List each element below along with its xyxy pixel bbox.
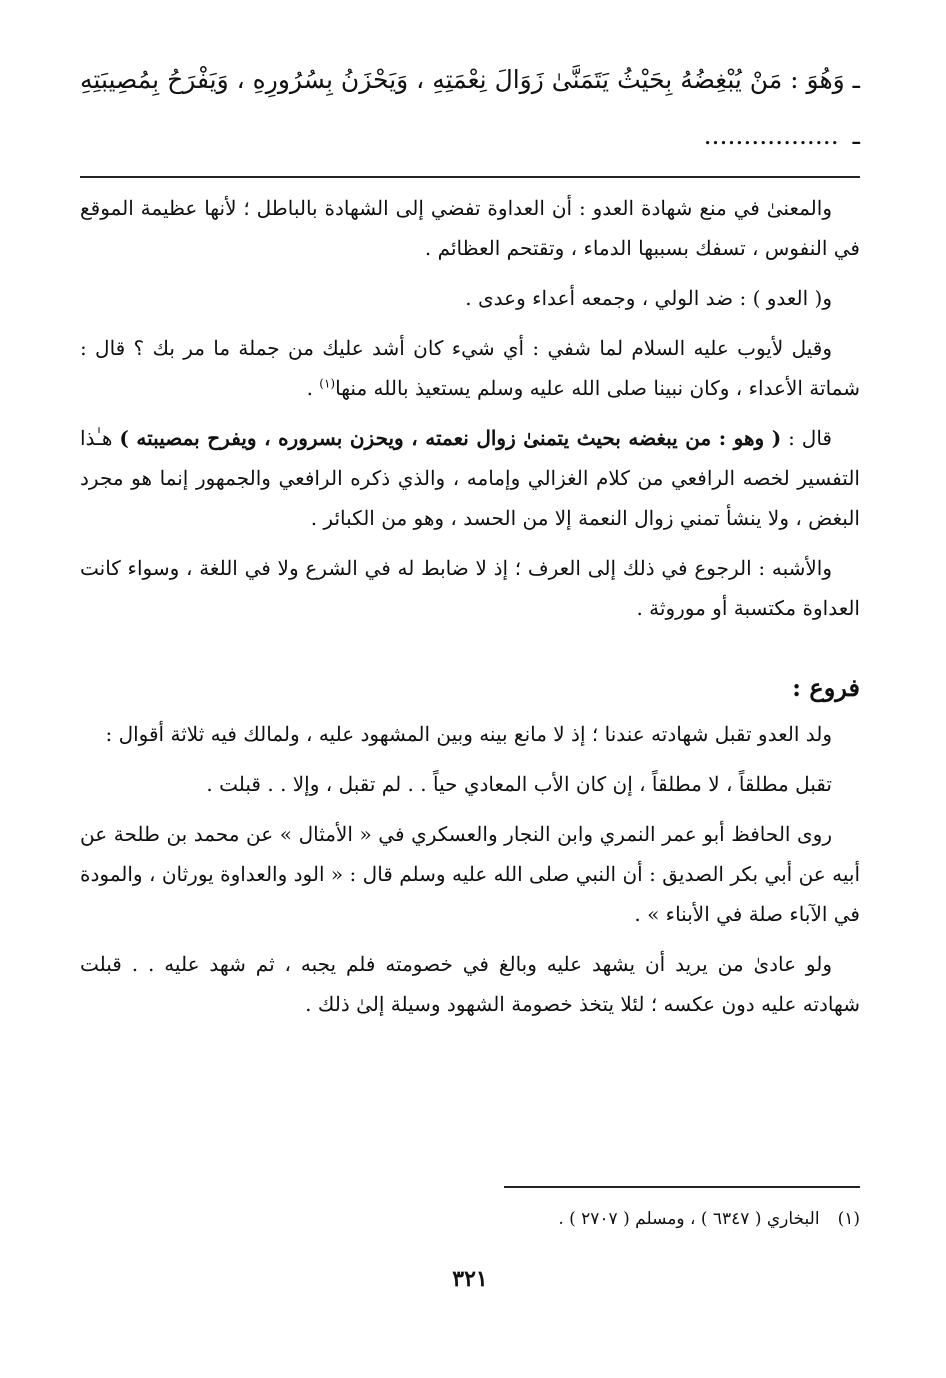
furu-paragraph-1: ولد العدو تقبل شهادته عندنا ؛ إذ لا مانع بينه وبين المشهود عليه ، ولمالك فيه ثلاثة أقوال : bbox=[105, 722, 832, 746]
page-number: ٣٢١ bbox=[452, 1266, 488, 1292]
furu-paragraph-4: ولو عادىٰ من يريد أن يشهد عليه وبالغ في خصومته فلم يجبه ، ثم شهد عليه . . قبلت شهادته عليه دون عكسه ؛ لئلا يتخذ خصومة الشهود وسيلة إلىٰ ذلك . bbox=[80, 952, 860, 1016]
paragraph-4-rest: هـٰذا التفسير لخصه الرافعي من كلام الغزالي وإمامه ، والذي ذكره الرافعي والجمهور إنما هو مجرد البغض ، ولا ينشأ تمني زوال النعمة إلا من الحسد ، وهو من الكبائر . bbox=[80, 426, 860, 530]
matn-dots: ................. bbox=[703, 121, 839, 150]
furu-paragraph-3: روى الحافظ أبو عمر النمري وابن النجار والعسكري في « الأمثال » عن محمد بن طلحة عن أبيه عن أبي بكر الصديق : أن النبي صلى الله عليه وسلم قال : « الود والعداوة يورثان ، والمودة في الآباء صلة في الأبناء » . bbox=[80, 822, 861, 926]
furu-paragraph-2: تقبل مطلقاً ، لا مطلقاً ، إن كان الأب المعادي حياً . . لم تقبل ، وإلا . . قبلت . bbox=[206, 772, 832, 796]
matn-separator bbox=[80, 176, 860, 178]
footnote-number: (١) bbox=[837, 1209, 860, 1229]
section-heading-furu: فروع : bbox=[792, 673, 860, 702]
commentary-section bbox=[80, 188, 860, 1034]
commentary-paragraph-3 bbox=[80, 328, 860, 408]
footnote bbox=[80, 1204, 860, 1234]
footnote-reference[interactable]: (١) bbox=[319, 376, 336, 391]
commentary-paragraph-1: والمعنىٰ في منع شهادة العدو : أن العداوة تفضي إلى الشهادة بالباطل ؛ لأنها عظيمة الموقع في النفوس ، تسفك بسببها الدماء ، وتقتحم العظائم . bbox=[80, 196, 860, 260]
commentary-paragraph-2: و( العدو ) : ضد الولي ، وجمعه أعداء وعدى . bbox=[465, 286, 832, 310]
footnote-text: البخاري ( ٦٣٤٧ ) ، ومسلم ( ٢٧٠٧ ) . bbox=[558, 1209, 820, 1229]
commentary-paragraph-4 bbox=[80, 418, 860, 538]
paragraph-3-end: . bbox=[306, 376, 320, 400]
commentary-paragraph-5: والأشبه : الرجوع في ذلك إلى العرف ؛ إذ لا ضابط له في الشرع ولا في اللغة ، وسواء كانت العداوة مكتسبة أو موروثة . bbox=[80, 556, 860, 620]
matn-text bbox=[80, 52, 860, 164]
quoted-matn: ( وهو : من يبغضه بحيث يتمنىٰ زوال نعمته ، ويحزن بسروره ، ويفرح بمصيبته ) bbox=[119, 426, 782, 450]
book-page bbox=[80, 0, 860, 1378]
paragraph-3-text: وقيل لأيوب عليه السلام لما شفي : أي شيء كان أشد عليك من جملة ما مر بك ؟ قال : شماتة الأعداء ، وكان نبينا صلى الله عليه وسلم يستعيذ بالله منها bbox=[80, 336, 860, 400]
matn-line: ـ وَهُوَ : مَنْ يُبْغِضُهُ بِحَيْثُ يَتَمَنَّىٰ زَوَالَ نِعْمَتِهِ ، وَيَحْزَنُ بِسُرُورِهِ ، وَيَفْرَحُ بِمُصِيبَتِهِ ـ bbox=[80, 65, 860, 150]
paragraph-4-lead: قال : bbox=[781, 426, 832, 450]
footnote-separator bbox=[504, 1186, 860, 1188]
